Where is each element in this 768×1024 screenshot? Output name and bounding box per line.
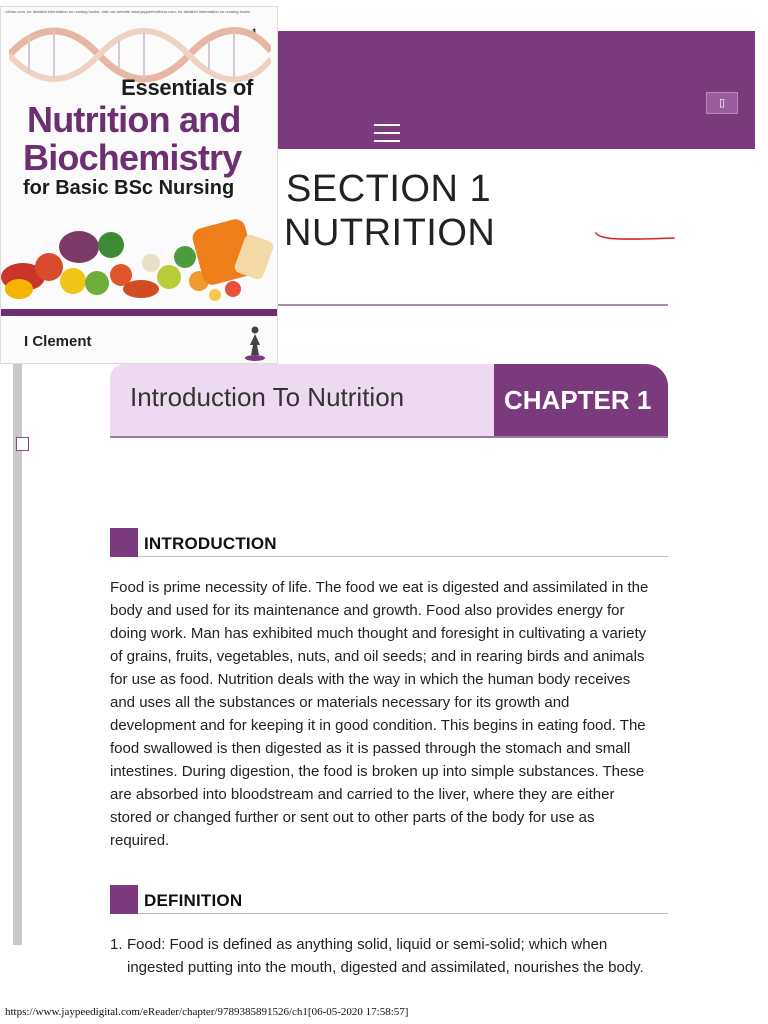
cover-title-line1: Essentials of [121, 75, 253, 100]
paragraph-line: development and for keeping it in good condition. This begins in eating food. The [110, 717, 646, 734]
paragraph-line: are absorbed into bloodstream and carried to the liver, where they are either [110, 786, 615, 803]
fruits-and-vegetables-illustration [1, 219, 278, 309]
hamburger-menu-icon[interactable] [374, 124, 400, 144]
cover-author: I Clement [24, 333, 92, 350]
heading-marker [110, 528, 138, 557]
paragraph-line: food swallowed is then digested as it is passed through the stomach and small [110, 740, 631, 757]
paragraph-line: Food is prime necessity of life. The food we eat is digested and assimilated in the [110, 579, 649, 596]
introduction-heading [110, 528, 668, 558]
bookmark-checkbox[interactable] [16, 437, 29, 451]
publisher-logo [244, 325, 266, 363]
paragraph-line: doing work. Man has exhibited much thought and foresight in cultivating a variety [110, 625, 647, 642]
cover-publisher-note: ...idhan.com, for detailed information on nursing books, visit our website www.jaypeebrothers.com, for detailed information on nursing books [3, 9, 251, 14]
list-item-line: ingested putting into the mouth, digested and assimilated, nourishes the body. [127, 959, 644, 976]
chapter-number-box [494, 364, 668, 437]
paragraph-line: stored or changed further or sent out to other parts of the body for use as [110, 809, 595, 826]
paragraph-line: intestines. During digestion, the food is broken up into simple substances. These [110, 763, 645, 780]
toolbar-button[interactable]: ▯ [706, 92, 738, 114]
chapter-number: CHAPTER 1 [504, 385, 652, 415]
chapter-banner [110, 364, 668, 438]
paragraph-line: body and used for its maintenance and growth. Food also provides energy for [110, 602, 625, 619]
paragraph-line: required. [110, 832, 170, 849]
chapter-title: Introduction To Nutrition [130, 382, 405, 412]
heading-rule [138, 913, 668, 914]
left-scroll-rail[interactable] [13, 364, 22, 945]
section-divider [278, 304, 668, 306]
list-item-number: 1. [110, 936, 123, 953]
paragraph-line: and uses all the substances or materials necessary for its growth and [110, 694, 570, 711]
heading-marker [110, 885, 138, 914]
chapter-title-box [110, 364, 495, 438]
section-title: NUTRITION [284, 212, 496, 254]
list-item [127, 933, 644, 979]
introduction-paragraph [110, 576, 670, 852]
cover-stripe [1, 309, 278, 316]
introduction-heading-label: INTRODUCTION [144, 534, 277, 553]
edition-badge: 1 [251, 25, 258, 40]
red-annotation-stroke [592, 226, 682, 246]
top-app-bar [278, 31, 755, 149]
definition-heading [110, 885, 668, 915]
cover-title-line2: Nutrition and [27, 99, 241, 140]
section-number: SECTION 1 [286, 168, 492, 210]
definition-heading-label: DEFINITION [144, 891, 243, 910]
book-cover [0, 6, 278, 364]
cover-subtitle: for Basic BSc Nursing [23, 177, 235, 199]
paragraph-line: for use as food. Nutrition deals with the way in which the human body receives [110, 671, 631, 688]
heading-rule [138, 556, 668, 557]
paragraph-line: of grains, fruits, vegetables, nuts, and oil seeds; and in rearing birds and animals [110, 648, 645, 665]
page-source-url: https://www.jaypeedigital.com/eReader/chapter/9789385891526/ch1[06-05-2020 17:58:57] [5, 1006, 409, 1018]
chapter-divider [110, 436, 668, 438]
cover-title-line3: Biochemistry [23, 137, 242, 178]
list-item-line: Food: Food is defined as anything solid, liquid or semi-solid; which when [127, 936, 608, 953]
